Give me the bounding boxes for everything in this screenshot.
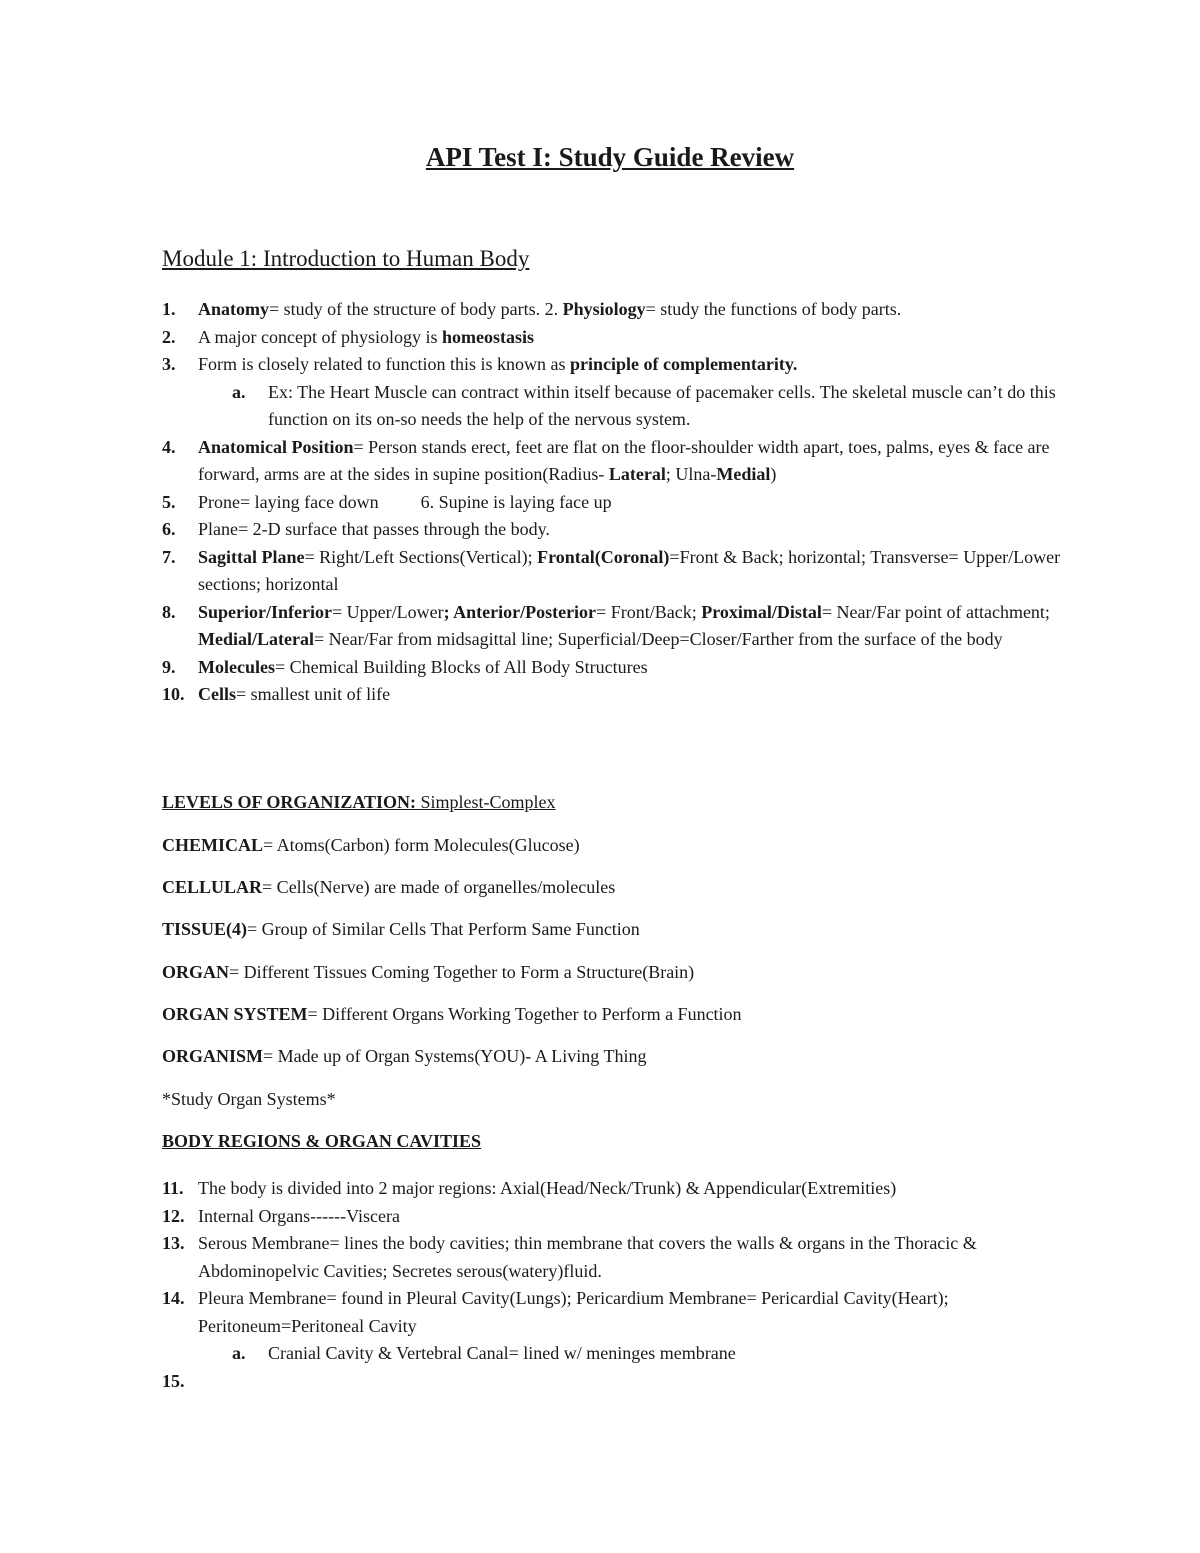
list-item: 1. Anatomy= study of the structure of body parts. 2. Physiology= study the functions of body parts. <box>162 296 1062 324</box>
term: Cells <box>198 684 236 704</box>
list-item: 5. Prone= laying face down 6. Supine is laying face up <box>162 489 1062 517</box>
item-number: 1. <box>162 299 176 319</box>
list-item: 12. Internal Organs------Viscera <box>162 1203 1062 1231</box>
level-cellular: CELLULAR= Cells(Nerve) are made of organelles/molecules <box>162 877 616 897</box>
item-number: 8. <box>162 601 176 622</box>
item-number: 10. <box>162 684 185 704</box>
levels-heading: LEVELS OF ORGANIZATION: Simplest-Complex <box>162 792 556 812</box>
module-heading: Module 1: Introduction to Human Body <box>162 246 530 271</box>
level-tissue: TISSUE(4)= Group of Similar Cells That Perform Same Function <box>162 919 640 939</box>
item-number: 14. <box>162 1288 185 1308</box>
list-item: 8. Superior/Inferior= Upper/Lower; Anterior/Posterior= Front/Back; Proximal/Distal= Near/Far point of attachment; Medial/Lateral= Near/Far from midsagittal line; Superficial/Deep=Closer/Farther from the surface of the body <box>162 599 1062 654</box>
item-number: 9. <box>162 656 176 677</box>
term: Physiology <box>562 299 646 319</box>
term: Medial <box>716 464 771 484</box>
term: Sagittal Plane <box>198 546 305 567</box>
item-letter: a. <box>232 381 246 402</box>
term: Molecules <box>198 656 275 677</box>
term: homeostasis <box>441 326 534 347</box>
list-item: 11. The body is divided into 2 major regions: Axial(Head/Neck/Trunk) & Appendicular(Extremities) <box>162 1175 1062 1203</box>
level-organ: ORGAN= Different Tissues Coming Together to Form a Structure(Brain) <box>162 962 695 982</box>
item-number: 12. <box>162 1205 185 1226</box>
sub-list-item: a. Ex: The Heart Muscle can contract within itself because of pacemaker cells. The skeletal muscle can’t do this function on its on-so needs the help of the nervous system. <box>162 379 1062 434</box>
list-item: 9. Molecules= Chemical Building Blocks of All Body Structures <box>162 654 1062 682</box>
item-number: 13. <box>162 1233 185 1253</box>
item-number: 6. <box>162 519 176 539</box>
list-item: 2. A major concept of physiology is homeostasis <box>162 324 1062 352</box>
regions-list <box>162 1175 1062 1395</box>
study-note: *Study Organ Systems* <box>162 1089 336 1109</box>
sub-list-item: a. Cranial Cavity & Vertebral Canal= lined w/ meninges membrane <box>162 1340 1062 1368</box>
item-letter: a. <box>232 1343 246 1363</box>
item-number: 11. <box>162 1178 184 1198</box>
term: Frontal(Coronal) <box>537 546 670 567</box>
term: Medial/Lateral <box>198 629 314 649</box>
item-number: 7. <box>162 546 176 567</box>
list-item: 7. Sagittal Plane= Right/Left Sections(Vertical); Frontal(Coronal)=Front & Back; horizontal; Transverse= Upper/Lower sections; horizontal <box>162 544 1062 599</box>
level-chemical: CHEMICAL= Atoms(Carbon) form Molecules(Glucose) <box>162 835 580 855</box>
list-item <box>162 1368 1062 1396</box>
list-item: 3. Form is closely related to function this is known as principle of complementarity. <box>162 351 1062 379</box>
list-item: 4. Anatomical Position= Person stands erect, feet are flat on the floor-shoulder width apart, toes, palms, eyes & face are forward, arms are at the sides in supine position(Radius- Lateral; Ulna-Medial) <box>162 434 1062 489</box>
item-number: 4. <box>162 436 176 457</box>
level-organ-system: ORGAN SYSTEM= Different Organs Working Together to Perform a Function <box>162 1004 742 1024</box>
module-list <box>162 296 1062 709</box>
level-organism: ORGANISM= Made up of Organ Systems(YOU)- A Living Thing <box>162 1046 647 1066</box>
item-number: 5. <box>162 491 176 512</box>
term: Anatomy <box>198 299 269 319</box>
term: Anatomical Position <box>198 436 354 457</box>
item-number: 3. <box>162 354 176 374</box>
term: Proximal/Distal <box>701 601 822 622</box>
term: Lateral <box>608 464 666 484</box>
item-number: 15. <box>162 1370 185 1391</box>
regions-heading: BODY REGIONS & ORGAN CAVITIES <box>162 1131 482 1151</box>
term: principle of complementarity. <box>569 354 798 374</box>
term: Superior/Inferior <box>198 601 332 622</box>
list-item: 6. Plane= 2-D surface that passes through the body. <box>162 516 1062 544</box>
term: ; Anterior/Posterior <box>443 601 597 622</box>
list-item: 14. Pleura Membrane= found in Pleural Cavity(Lungs); Pericardium Membrane= Pericardial Cavity(Heart); Peritoneum=Peritoneal Cavity <box>162 1285 1062 1340</box>
list-item: 10. Cells= smallest unit of life <box>162 681 1062 709</box>
item-number: 2. <box>162 326 176 347</box>
page-title: API Test I: Study Guide Review <box>425 142 795 172</box>
list-item: 13. Serous Membrane= lines the body cavities; thin membrane that covers the walls & organs in the Thoracic & Abdominopelvic Cavities; Secretes serous(watery)fluid. <box>162 1230 1062 1285</box>
